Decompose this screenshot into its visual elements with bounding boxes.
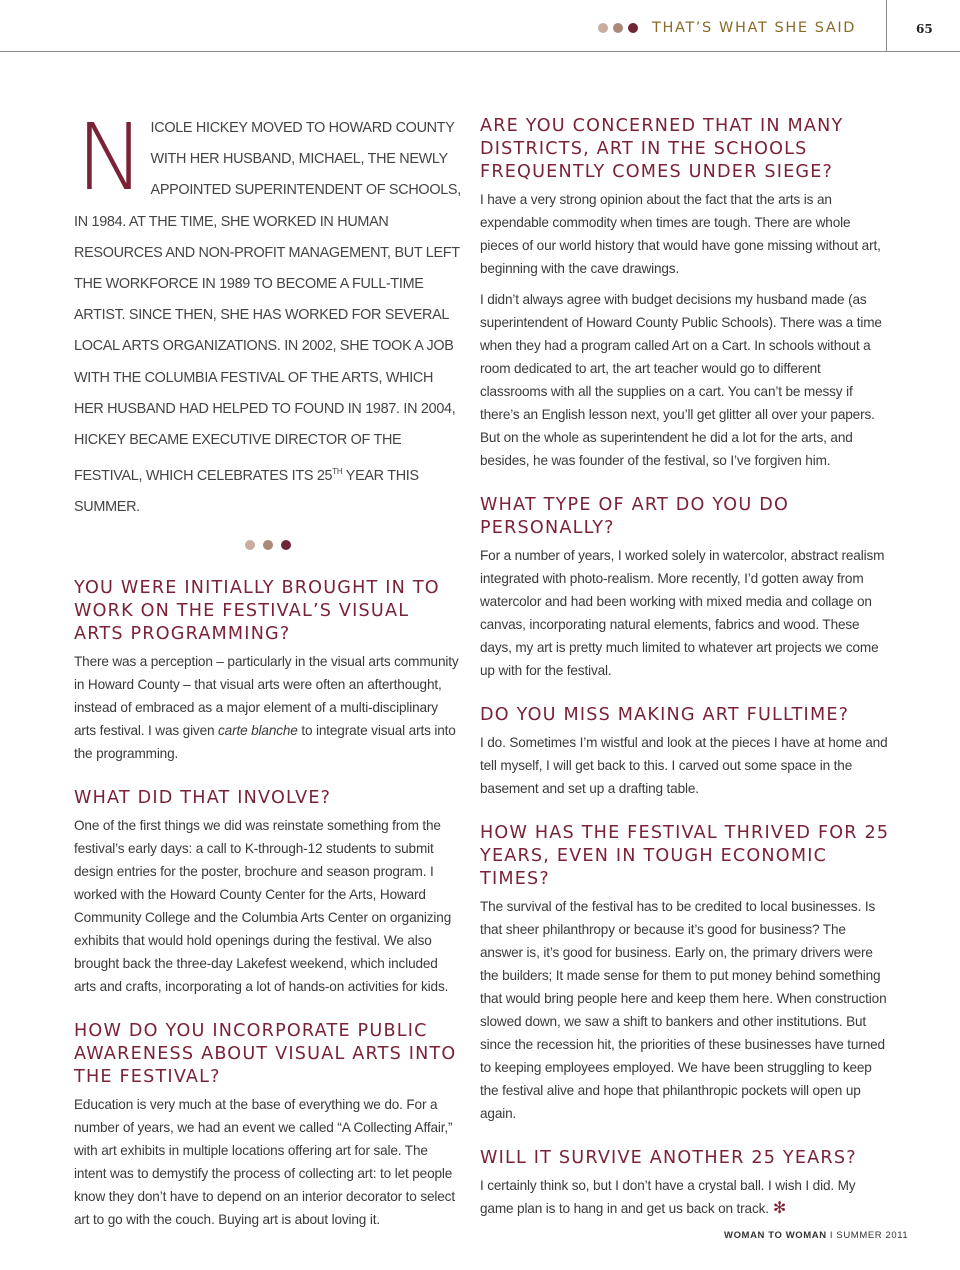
question-heading: HOW DO YOU INCORPORATE PUBLIC AWARENESS ABOUT VISUAL ARTS INTO THE FESTIVAL? xyxy=(74,1020,457,1087)
dot-icon xyxy=(263,540,273,550)
answer-text: to integrate visual arts into the programming. xyxy=(74,722,456,761)
end-mark-icon: ✻ xyxy=(772,1200,787,1217)
question-heading: WHAT TYPE OF ART DO YOU DO PERSONALLY? xyxy=(480,495,790,538)
intro-superscript: TH xyxy=(332,467,343,477)
dot-icon xyxy=(598,23,608,33)
question-heading: DO YOU MISS MAKING ART FULLTIME? xyxy=(480,705,850,725)
question-heading: HOW HAS THE FESTIVAL THRIVED FOR 25 YEARS, EVEN IN TOUGH ECONOMIC TIMES? xyxy=(480,823,890,889)
dot-icon xyxy=(628,23,638,33)
section-title: THAT’S WHAT SHE SAID xyxy=(652,20,857,36)
intro-tail: YEAR THIS SUMMER. xyxy=(74,468,419,516)
answer-italic: carte blanche xyxy=(218,722,298,738)
answer-paragraph: I didn’t always agree with budget decisions my husband made (as superintendent of Howard County Public Schools). There was a time when they had a program called Art on a Cart. In schools without a room dedicated to art, the art teacher would go to different classrooms with all the supplies on a cart. You can’t be messy if there’s an English lesson next, you’ll get glitter all over your papers. But on the whole as superintendent he did a lot for the arts, and besides, he was founder of the festival, so I’ve forgiven him. xyxy=(480,292,882,468)
answer-paragraph: I do. Sometimes I’m wistful and look at the pieces I have at home and tell myself, I will get back to this. I carved out some space in the basement and set up a drafting table. xyxy=(480,735,888,796)
drop-cap: N xyxy=(76,104,145,211)
page-footer xyxy=(724,1230,908,1241)
answer-paragraph: One of the first things we did was reinstate something from the festival’s early days: a call to K-through-12 students to submit design entries for the poster, brochure and season program. I worked with the Howard County Center for the Arts, Howard Community College and the Columbia Arts Center on organizing exhibits that would hold openings during the festival. We also brought back the three-day Lakefest weekend, which included arts and crafts, incorporating a lot of hands-on activities for kids. xyxy=(74,817,452,994)
answer-text: I certainly think so, but I don’t have a crystal ball. I wish I did. My game plan is to hang in and get us back on track. xyxy=(480,1178,856,1216)
question-heading: WILL IT SURVIVE ANOTHER 25 YEARS? xyxy=(480,1148,857,1168)
answer-paragraph xyxy=(480,1174,890,1220)
answer-paragraph: The survival of the festival has to be credited to local businesses. Is that sheer philanthropy or because it’s good for business? The answer is, it’s good for business. Early on, the primary drivers were the builders; It made sense for them to put money behind something that would bring people here and keep them here. When construction slowed down, we saw a shift to bankers and other institutions. But since the recession hit, the priorities of these businesses have turned to keeping employees employed. We have been struggling to keep the festival alive and hope that philanthropic pockets will open up again. xyxy=(480,899,887,1121)
header-divider xyxy=(886,0,887,51)
intro-text: ICOLE HICKEY MOVED TO HOWARD COUNTY WITH HER HUSBAND, MICHAEL, THE NEWLY APPOINTED SUPERINTENDENT OF SCHOOLS, IN 1984. AT THE TIME, SHE WORKED IN HUMAN RESOURCES AND NON-PROFIT MANAGEMENT, BUT LEFT THE WORKFORCE IN 1989 TO BECOME A FULL-TIME ARTIST. SINCE THEN, SHE HAS WORKED FOR SEVERAL LOCAL ARTS ORGANIZATIONS. IN 2002, SHE TOOK A JOB WITH THE COLUMBIA FESTIVAL OF THE ARTS, WHICH HER HUSBAND HAD HELPED TO FOUND IN 1987. IN 2004, HICKEY BECAME EXECUTIVE DIRECTOR OF THE FESTIVAL, WHICH CELEBRATES ITS 25 xyxy=(74,120,461,485)
question-heading: ARE YOU CONCERNED THAT IN MANY DISTRICTS, ART IN THE SCHOOLS FREQUENTLY COMES UNDER SIEGE? xyxy=(480,116,844,182)
answer-paragraph: I have a very strong opinion about the fact that the arts is an expendable commodity when times are tough. There are whole pieces of our world history that would have gone missing without art, beginning with the cave drawings. xyxy=(480,192,881,276)
question-heading: WHAT DID THAT INVOLVE? xyxy=(74,787,332,808)
header-dots xyxy=(598,23,643,35)
publication-name: WOMAN TO WOMAN xyxy=(724,1230,827,1241)
question-heading: YOU WERE INITIALLY BROUGHT IN TO WORK ON THE FESTIVAL’S VISUAL ARTS PROGRAMMING? xyxy=(74,577,440,644)
intro-paragraph xyxy=(74,104,462,524)
answer-paragraph: Education is very much at the base of everything we do. For a number of years, we had an event we called “A Collecting Affair,” with art exhibits in multiple locations offering art for sale. The intent was to demystify the process of collecting art: to let people know they don’t have to depend on an interior decorator to select art to go with the couch. Buying art is about loving it. xyxy=(74,1096,455,1227)
section-divider xyxy=(74,540,462,551)
dot-icon xyxy=(245,540,255,550)
right-column xyxy=(480,115,890,1228)
answer-paragraph xyxy=(74,650,462,765)
left-column xyxy=(74,104,462,1239)
answer-text: There was a perception – particularly in the visual arts community in Howard County – that visual arts were often an afterthought, instead of embraced as a major element of a multi-disciplinary arts festival. I was given xyxy=(74,653,459,738)
page-number: 65 xyxy=(916,22,933,36)
answer-paragraph: For a number of years, I worked solely in watercolor, abstract realism integrated with photo-realism. More recently, I’d gotten away from watercolor and had been working with mixed media and collage on canvas, incorporating natural elements, fabrics and wood. These days, my art is pretty much limited to whatever art projects we come up with for the festival. xyxy=(480,548,885,678)
issue-label: SUMMER 2011 xyxy=(836,1230,909,1241)
page-header xyxy=(0,0,960,52)
footer-separator: I xyxy=(826,1230,837,1241)
dot-icon xyxy=(281,540,291,550)
dot-icon xyxy=(613,23,623,33)
